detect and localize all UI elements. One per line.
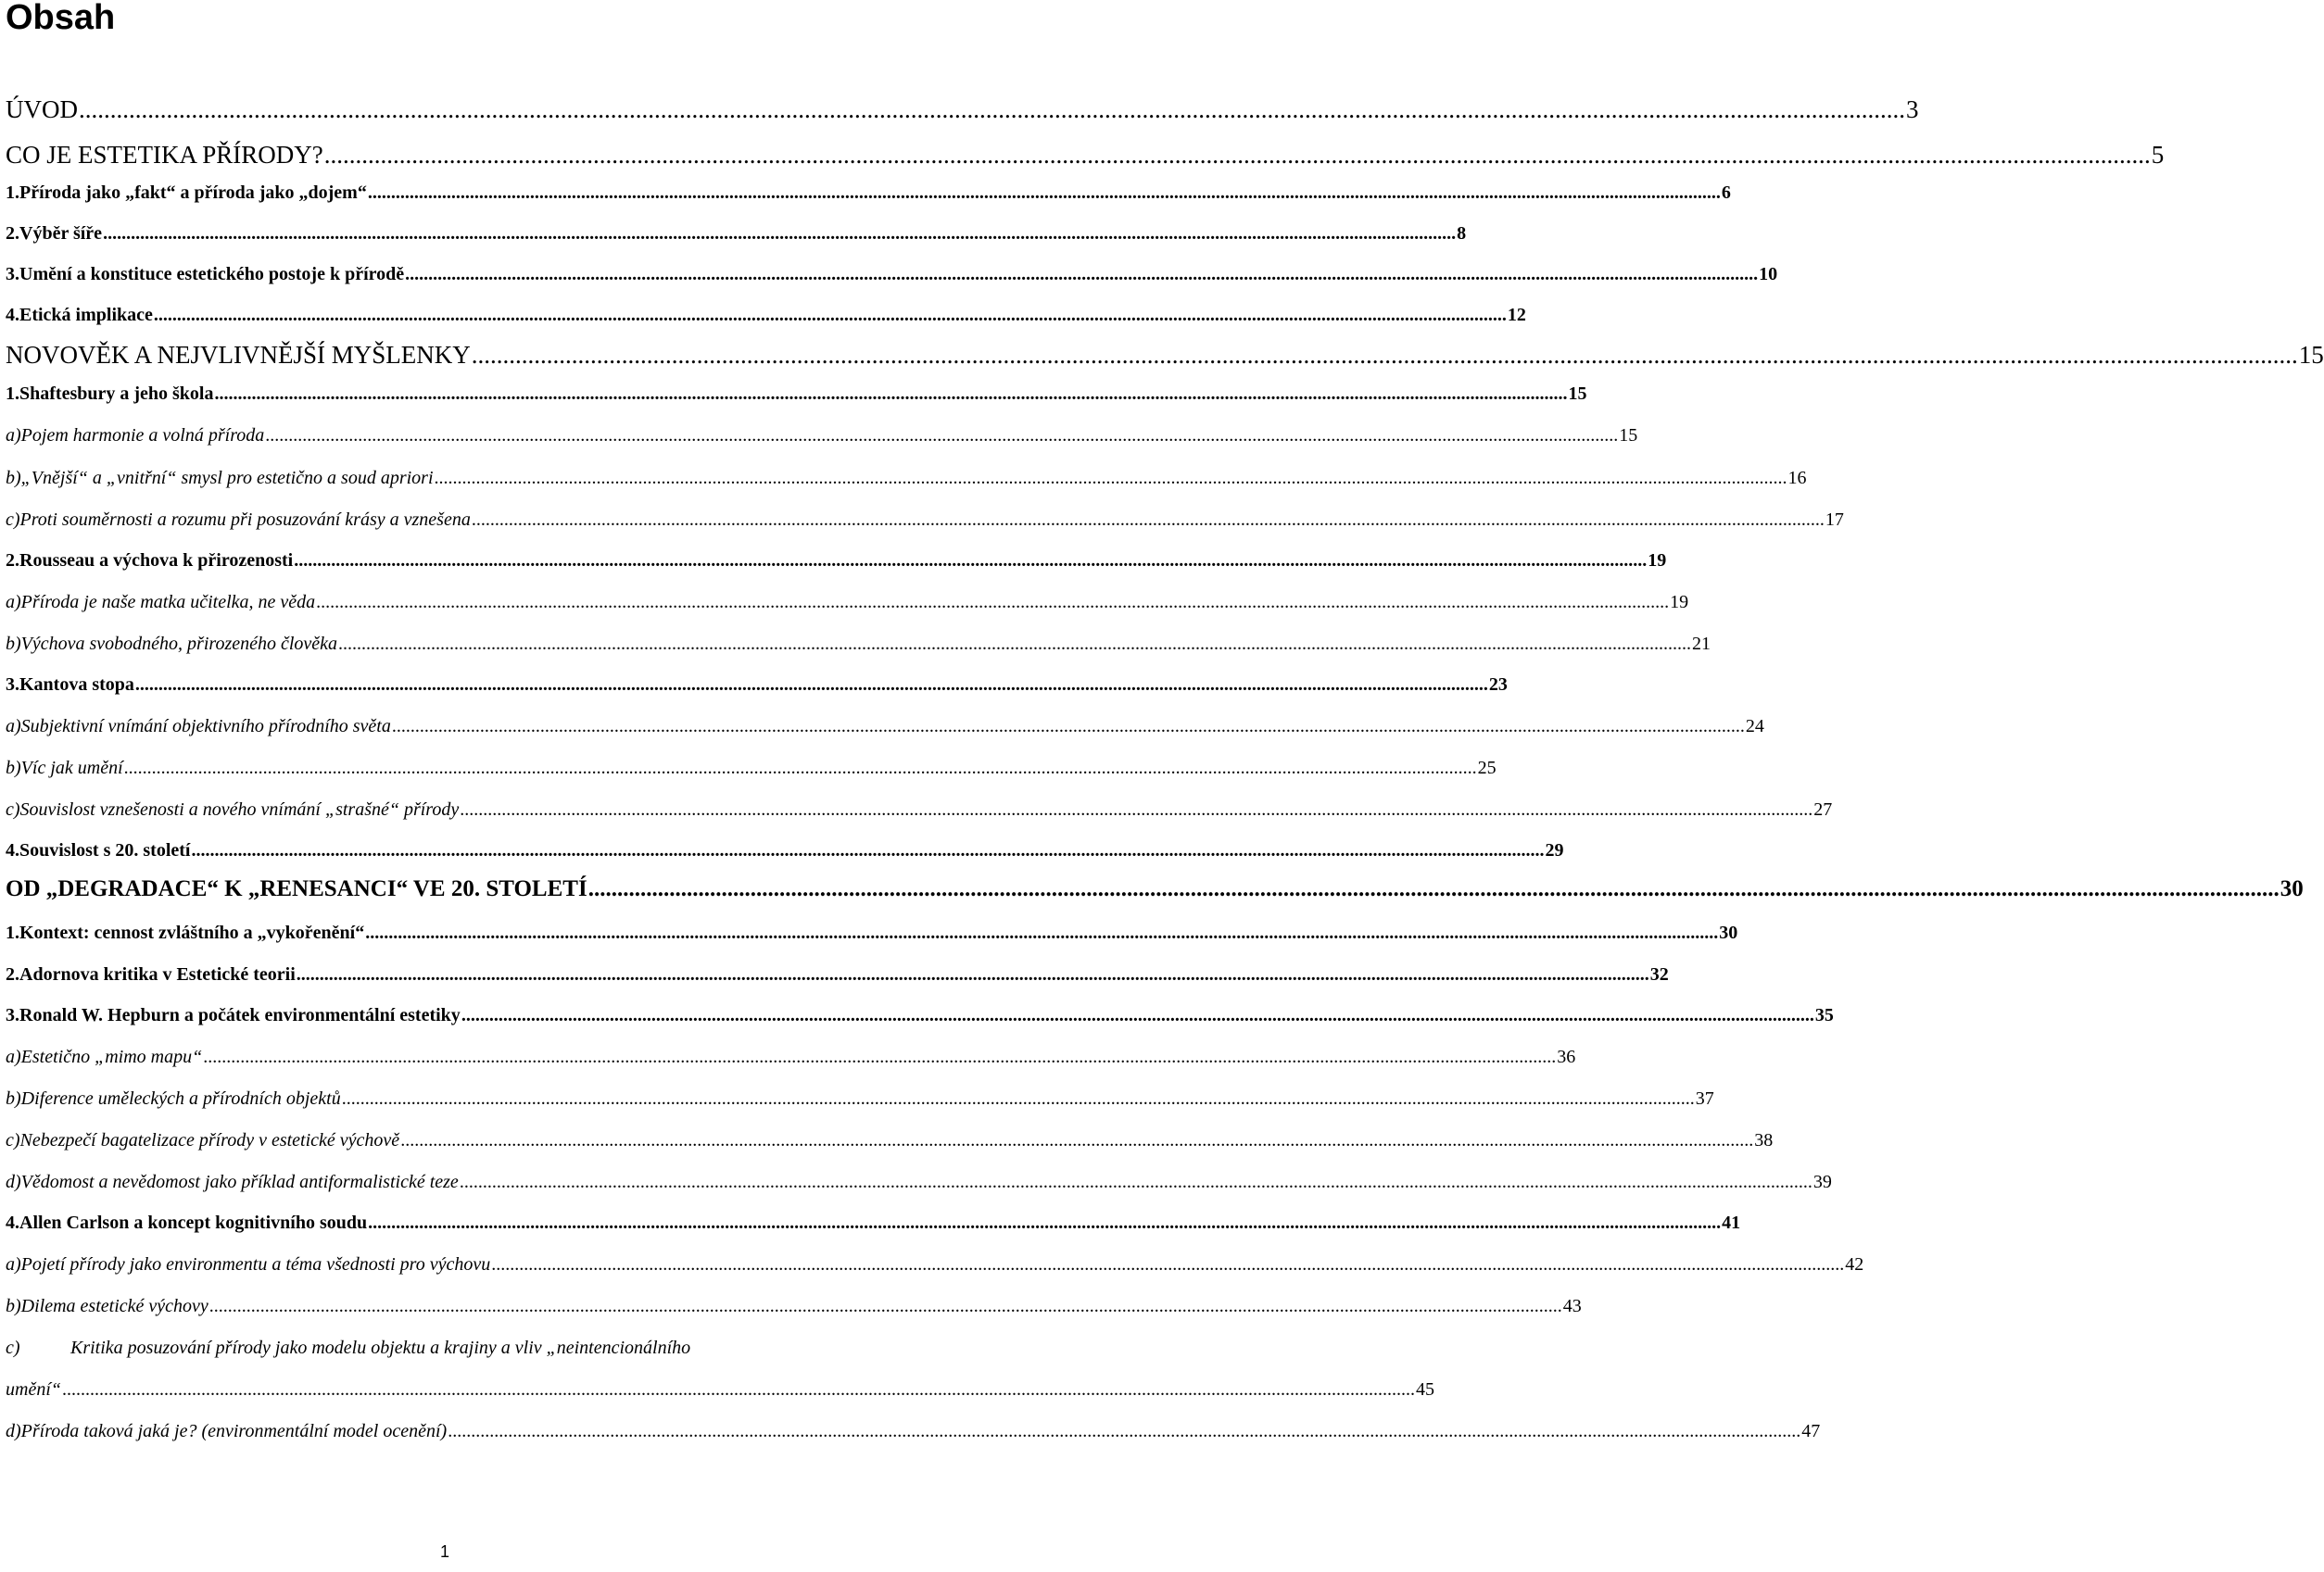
toc-entry-page: 41 — [1722, 1213, 1741, 1233]
leader-dots — [103, 223, 1456, 245]
leader-dots — [209, 1296, 1562, 1317]
toc-entry-text: CO JE ESTETIKA PŘÍRODY? — [6, 141, 323, 169]
toc-entry-page: 3 — [1906, 95, 1919, 123]
leader-dots — [472, 509, 1825, 531]
toc-entry[interactable]: a) Subjektivní vnímání objektivního přírodního světa ..... 24 — [6, 716, 886, 737]
leader-dots — [124, 758, 1477, 779]
leader-dots — [491, 1254, 1844, 1276]
leader-dots — [265, 425, 1618, 446]
toc-entry[interactable]: 2. Výběr šíře ..... 8 — [6, 223, 886, 245]
toc-entry[interactable] — [6, 341, 2324, 370]
toc-entry[interactable]: b) Diference uměleckých a přírodních objektů ..... 37 — [6, 1088, 886, 1110]
toc-entry-page: 21 — [1692, 634, 1711, 654]
leader-dots — [405, 264, 1758, 285]
toc-entry-page: 27 — [1813, 799, 1833, 820]
toc-entry-page: 19 — [1648, 550, 1667, 571]
toc-entry[interactable] — [6, 141, 2165, 170]
toc-entry-text: ÚVOD — [6, 95, 78, 123]
toc-entry-text: Subjektivní vnímání objektivního přírodního světa — [20, 716, 391, 736]
toc-entry[interactable]: c) Souvislost vznešenosti a nového vnímání „strašné“ přírody ..... 27 — [6, 799, 886, 821]
toc-entry[interactable]: b) „Vnější“ a „vnitřní“ smysl pro estetično a soud apriori ..... 16 — [6, 468, 886, 489]
toc-entry-page: 45 — [1416, 1379, 1434, 1400]
toc-entry-page: 15 — [1619, 425, 1638, 446]
toc-entry-text: Výchova svobodného, přirozeného člověka — [20, 634, 338, 654]
toc-entry-page: 19 — [1670, 592, 1689, 612]
toc-entry[interactable]: b) Výchova svobodného, přirozeného člověka ..... 21 — [6, 634, 886, 655]
toc-entry[interactable]: 4. Allen Carlson a koncept kognitivního soudu ..... 41 — [6, 1213, 886, 1234]
toc-entry-page: 23 — [1488, 674, 1508, 695]
leader-dots — [214, 384, 1567, 405]
toc-entry[interactable]: 2. Rousseau a výchova k přirozenosti ..... 19 — [6, 550, 886, 572]
leader-dots — [338, 634, 1691, 655]
leader-dots — [368, 182, 1721, 204]
toc-entry[interactable]: 3. Ronald W. Hepburn a počátek environmentální estetiky ..... 35 — [6, 1005, 886, 1026]
toc-entry-page: 35 — [1814, 1005, 1834, 1025]
toc-entry[interactable]: c) Nebezpečí bagatelizace přírody v estetické výchově ..... 38 — [6, 1130, 886, 1151]
leader-dots — [316, 592, 1669, 613]
toc-entry-text: Kantova stopa — [19, 674, 134, 695]
toc-entry[interactable]: 1. Příroda jako „fakt“ a příroda jako „dojem“ ..... 6 — [6, 182, 886, 204]
toc-entry[interactable]: a) Pojem harmonie a volná příroda ..... 15 — [6, 425, 886, 446]
toc-entry[interactable]: b) Víc jak umění ..... 25 — [6, 758, 886, 779]
toc-entry-page: 32 — [1649, 964, 1669, 985]
toc-entry-page: 24 — [1745, 716, 1764, 736]
toc-entry[interactable]: 3. Kantova stopa ..... 23 — [6, 674, 886, 696]
toc-entry-page: 43 — [1562, 1296, 1582, 1316]
toc-entry-text: Shaftesbury a jeho škola — [19, 384, 214, 404]
leader-dots — [62, 1379, 1415, 1401]
toc-entry-page: 30 — [1719, 923, 1738, 943]
leader-dots — [191, 840, 1544, 861]
toc-entry[interactable]: d) Vědomost a nevědomost jako příklad antiformalistické teze ..... 39 — [6, 1172, 886, 1193]
toc-entry[interactable]: d) Příroda taková jaká je? (environmentální model ocenění) ..... 47 — [6, 1421, 886, 1442]
toc-entry-text: Ronald W. Hepburn a počátek environmentální estetiky — [19, 1005, 461, 1025]
toc-entry-page: 5 — [2151, 141, 2165, 169]
toc-entry-text: umění“ — [6, 1379, 61, 1400]
leader-dots — [472, 341, 2298, 370]
leader-dots — [342, 1088, 1695, 1110]
toc-entry-text: Pojetí přírody jako environmentu a téma všednosti pro výchovu — [20, 1254, 491, 1275]
leader-dots — [365, 923, 1718, 944]
leader-dots — [448, 1421, 1800, 1442]
toc-entry[interactable]: a) Příroda je naše matka učitelka, ne věda ..... 19 — [6, 592, 886, 613]
toc-entry-text: Estetično „mimo mapu“ — [20, 1047, 203, 1067]
leader-dots — [324, 141, 2151, 170]
toc-entry-text: Umění a konstituce estetického postoje k přírodě — [19, 264, 405, 284]
toc-entry-page: 47 — [1801, 1421, 1821, 1441]
toc-entry[interactable]: b) Dilema estetické výchovy ..... 43 — [6, 1296, 886, 1317]
toc-entry-text: Kritika posuzování přírody jako modelu objektu a krajiny a vliv „neintencionálního — [70, 1338, 691, 1358]
toc-entry-page: 38 — [1754, 1130, 1774, 1151]
toc-entry-page: 12 — [1507, 305, 1526, 325]
toc-entry-text: Nebezpečí bagatelizace přírody v estetické výchově — [19, 1130, 400, 1151]
toc-entry[interactable]: c) Kritika posuzování přírody jako modelu objektu a krajiny a vliv „neintencionálního — [6, 1338, 691, 1358]
toc-entry-text: Diference uměleckých a přírodních objektů — [20, 1088, 341, 1109]
toc-entry-text: Pojem harmonie a volná příroda — [20, 425, 265, 446]
toc-entry-page: 10 — [1759, 264, 1778, 284]
toc-entry-text: Vědomost a nevědomost jako příklad antiformalistické teze — [20, 1172, 459, 1192]
toc-entry[interactable]: c) Proti souměrnosti a rozumu při posuzování krásy a vznešena ..... 17 — [6, 509, 886, 531]
toc-entry-page: 30 — [2280, 876, 2304, 901]
toc-entry-text: NOVOVĚK A NEJVLIVNĚJŠÍ MYŠLENKY — [6, 341, 471, 369]
toc-entry[interactable] — [6, 95, 1919, 124]
toc-entry-page: 36 — [1557, 1047, 1576, 1067]
toc-entry-text: Allen Carlson a koncept kognitivního soudu — [19, 1213, 368, 1233]
toc-entry-text: Kontext: cennost zvláštního a „vykořenění“ — [19, 923, 365, 943]
toc-entry-page: 29 — [1545, 840, 1564, 861]
toc-entry-text: Víc jak umění — [20, 758, 123, 778]
leader-dots — [294, 550, 1647, 572]
page-title: Obsah — [6, 0, 116, 37]
leader-dots — [460, 1172, 1812, 1193]
toc-entry[interactable]: 2. Adornova kritika v Estetické teorii ..... 32 — [6, 964, 886, 986]
toc-entry-text: Proti souměrnosti a rozumu při posuzování krásy a vznešena — [19, 509, 471, 530]
toc-entry[interactable]: a) Pojetí přírody jako environmentu a téma všednosti pro výchovu ..... 42 — [6, 1254, 886, 1276]
toc-entry-page: 39 — [1812, 1172, 1832, 1192]
toc-entry[interactable]: a) Estetično „mimo mapu“ ..... 36 — [6, 1047, 886, 1068]
toc-entry-text: Dilema estetické výchovy — [20, 1296, 208, 1316]
toc-entry[interactable]: 1. Shaftesbury a jeho škola ..... 15 — [6, 384, 886, 405]
toc-entry-page: 6 — [1721, 182, 1731, 203]
toc-entry[interactable]: 4. Souvislost s 20. století ..... 29 — [6, 840, 886, 861]
toc-entry-page: 25 — [1477, 758, 1497, 778]
toc-entry-text: Rousseau a výchova k přirozenosti — [19, 550, 294, 571]
page-number: 1 — [439, 1542, 449, 1561]
toc-entry-text: Souvislost s 20. století — [19, 840, 191, 861]
toc-entry-text: Etická implikace — [19, 305, 153, 325]
toc-entry-text: Výběr šíře — [19, 223, 103, 244]
toc-entry-text: „Vnější“ a „vnitřní“ smysl pro estetično a soud apriori — [20, 468, 434, 488]
toc-entry-page: 37 — [1695, 1088, 1714, 1109]
leader-dots — [297, 964, 1649, 986]
leader-dots — [79, 95, 1905, 124]
leader-dots — [154, 305, 1507, 326]
toc-entry[interactable]: 4. Etická implikace ..... 12 — [6, 305, 886, 326]
leader-dots — [392, 716, 1745, 737]
toc-entry[interactable]: 1. Kontext: cennost zvláštního a „vykořenění“ ..... 30 — [6, 923, 886, 944]
toc-entry-text: OD „DEGRADACE“ K „RENESANCI“ VE 20. STOLETÍ — [6, 876, 587, 901]
leader-dots — [135, 674, 1488, 696]
leader-dots — [461, 1005, 1814, 1026]
leader-dots — [368, 1213, 1721, 1234]
leader-dots — [460, 799, 1812, 821]
toc-entry-text: Souvislost vznešenosti a nového vnímání „strašné“ přírody — [19, 799, 460, 820]
toc-entry-page: 17 — [1825, 509, 1844, 530]
toc-entry[interactable]: 3. Umění a konstituce estetického postoje k přírodě ..... 10 — [6, 264, 886, 285]
toc-entry-text: Příroda taková jaká je? (environmentální model ocenění) — [20, 1421, 448, 1441]
toc-entry-text: Adornova kritika v Estetické teorii — [19, 964, 296, 985]
leader-dots — [400, 1130, 1753, 1151]
leader-dots — [588, 876, 2280, 902]
leader-dots — [203, 1047, 1556, 1068]
toc-entry-text: Příroda jako „fakt“ a příroda jako „dojem“ — [19, 182, 367, 203]
toc-entry-text: Příroda je naše matka učitelka, ne věda — [20, 592, 316, 612]
toc-entry-page: 15 — [1568, 384, 1587, 404]
toc-entry-page: 42 — [1845, 1254, 1864, 1275]
toc-entry-continuation[interactable] — [6, 1379, 1434, 1401]
toc-entry-page: 15 — [2298, 341, 2324, 369]
toc-entry-page: 16 — [1787, 468, 1807, 488]
toc-entry-page: 8 — [1457, 223, 1467, 244]
toc-entry[interactable] — [6, 876, 2304, 902]
leader-dots — [435, 468, 1787, 489]
